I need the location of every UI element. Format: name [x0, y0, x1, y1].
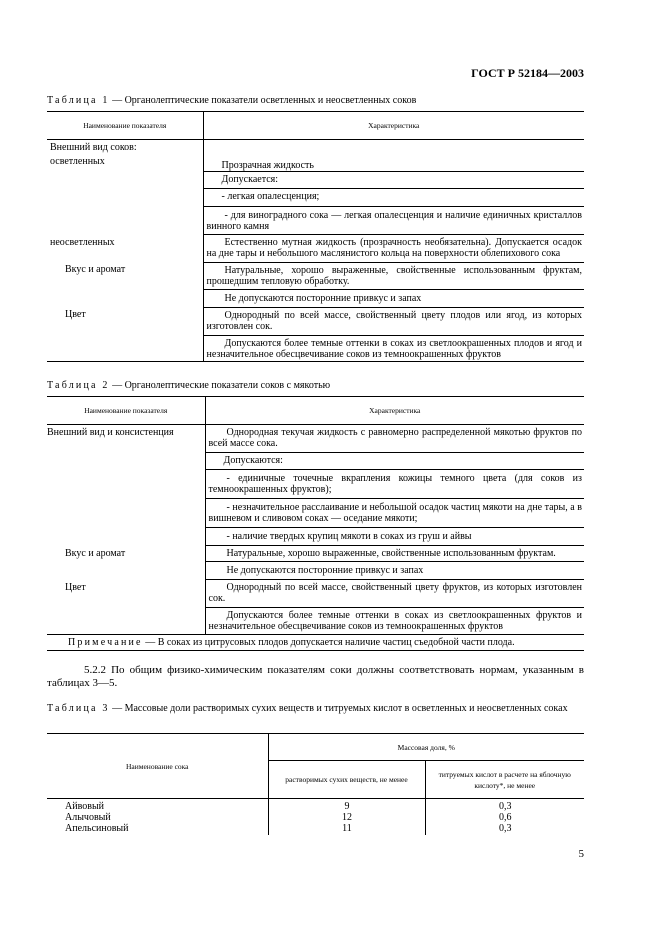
table1-taste-desc: Натуральные, хорошо выраженные, свойственные использованным фруктам, прошедшим тепловую обработку. [203, 262, 584, 289]
table1-color-desc: Однородный по всей массе, свойственный цвету плодов или ягод, из которых изготовлен сок. [203, 307, 584, 335]
table3-row-acid: 0,6 [425, 812, 584, 823]
table2 [47, 396, 584, 651]
table1-row-clarified: осветленных [50, 155, 105, 167]
table1-col-characteristic: Характеристика [203, 112, 584, 140]
table1-clarified-desc: Прозрачная жидкость [203, 156, 584, 172]
table2-taste-forbidden: Не допускаются посторонние привкус и запах [205, 562, 584, 580]
table2-appearance-skin: - единичные точечные вкрапления кожицы темного цвета (для соков из темноокрашенных фруктов); [205, 470, 584, 499]
paragraph-5-2-2: 5.2.2 По общим физико-химическим показателям соки должны соответствовать нормам, указанным в таблицах 3—5. [47, 664, 584, 689]
table1-clarified-allowed: Допускается: [203, 171, 584, 188]
table2-col-indicator: Наименование показателя [47, 397, 205, 425]
table2-caption-rest: — Органолептические показатели соков с мякотью [109, 380, 331, 391]
table2-taste-desc: Натуральные, хорошо выраженные, свойственные использованным фруктам. [205, 546, 584, 562]
table2-col-characteristic: Характеристика [205, 397, 584, 425]
table2-appearance-desc: Однородная текучая жидкость с равномерно распределенной мякотью фруктов по всей массе сока. [205, 425, 584, 453]
table3-row-dry: 9 [268, 799, 425, 813]
table2-appearance-allowed: Допускаются: [205, 453, 584, 470]
table3-row-acid: 0,3 [425, 823, 584, 835]
table3-col-dry-solids: растворимых сухих веществ, не менее [268, 761, 425, 799]
table1-taste-forbidden: Не допускаются посторонние привкус и запах [203, 289, 584, 307]
table3-col-juice-name: Наименование сока [47, 734, 268, 799]
table1-clarified-grape: - для виноградного сока — легкая опалесценция и наличие единичных кристаллов винного камня [203, 206, 584, 234]
table1-caption-word: Таблица 1 [47, 95, 110, 106]
table3-col-mass-fraction: Массовая доля, % [268, 734, 584, 761]
table3 [47, 733, 584, 835]
table2-appearance-sediment: - незначительное расслаивание и небольшой осадок частиц мякоти на дне тары, а в вишневом и сливовом соках — оседание мякоти; [205, 499, 584, 528]
table1-col-indicator: Наименование показателя [47, 112, 203, 140]
table3-row-acid: 0,3 [425, 799, 584, 813]
table1-row-appearance: Внешний вид соков: [50, 142, 137, 153]
table3-row-dry: 11 [268, 823, 425, 835]
table2-color-allowed: Допускаются более темные оттенки в соках из светлоокрашенных фруктов и незначительное обесцвечивание соков из темноокрашенных фруктов [205, 608, 584, 635]
table1 [47, 111, 584, 362]
table3-row-name: Айвовый [65, 801, 105, 812]
table3-col-acids: титруемых кислот в расчете на яблочную кислоту*, не менее [425, 761, 584, 799]
table3-row-name: Алычовый [65, 812, 111, 823]
table3-row-dry: 12 [268, 812, 425, 823]
table2-note-rest: — В соках из цитрусовых плодов допускается наличие частиц съедобной части плода. [142, 637, 515, 648]
table1-caption [47, 95, 416, 106]
table3-caption [47, 703, 584, 714]
table2-row-color: Цвет [65, 581, 86, 593]
table2-row-taste: Вкус и аромат [65, 547, 126, 559]
table2-note [47, 635, 584, 651]
table1-clarified-opalescence: - легкая опалесценция; [203, 188, 584, 206]
table2-caption-word: Таблица 2 [47, 380, 110, 391]
table2-caption [47, 380, 330, 391]
table1-row-unclarified: неосветленных [50, 237, 115, 248]
table1-row-taste: Вкус и аромат [65, 264, 126, 275]
table2-appearance-grains: - наличие твердых крупиц мякоти в соках из груш и айвы [205, 528, 584, 546]
table2-row-appearance: Внешний вид и консистенция [47, 427, 174, 438]
table3-caption-rest: — Массовые доли растворимых сухих веществ и титруемых кислот в осветленных и неосветленных соках [109, 703, 568, 714]
table2-note-word: Примечание [68, 637, 143, 648]
table1-unclarified-desc: Естественно мутная жидкость (прозрачность необязательна). Допускается осадок на дне тары и небольшого маслянистого кольца на поверхности облепихового сока [203, 234, 584, 262]
table3-caption-word: Таблица 3 [47, 703, 110, 714]
page-number: 5 [578, 848, 584, 860]
table1-color-allowed: Допускаются более темные оттенки в соках из светлоокрашенных плодов и ягод и незначительное обесцвечивание соков из темноокрашенных фруктов [203, 335, 584, 361]
table1-caption-rest: — Органолептические показатели осветленных и неосветленных соков [109, 95, 417, 106]
table1-row-color: Цвет [65, 309, 86, 320]
table3-row-name: Апельсиновый [65, 823, 129, 834]
document-code: ГОСТ Р 52184—2003 [471, 66, 584, 80]
table2-color-desc: Однородный по всей массе, свойственный цвету фруктов, из которых изготовлен сок. [205, 580, 584, 608]
